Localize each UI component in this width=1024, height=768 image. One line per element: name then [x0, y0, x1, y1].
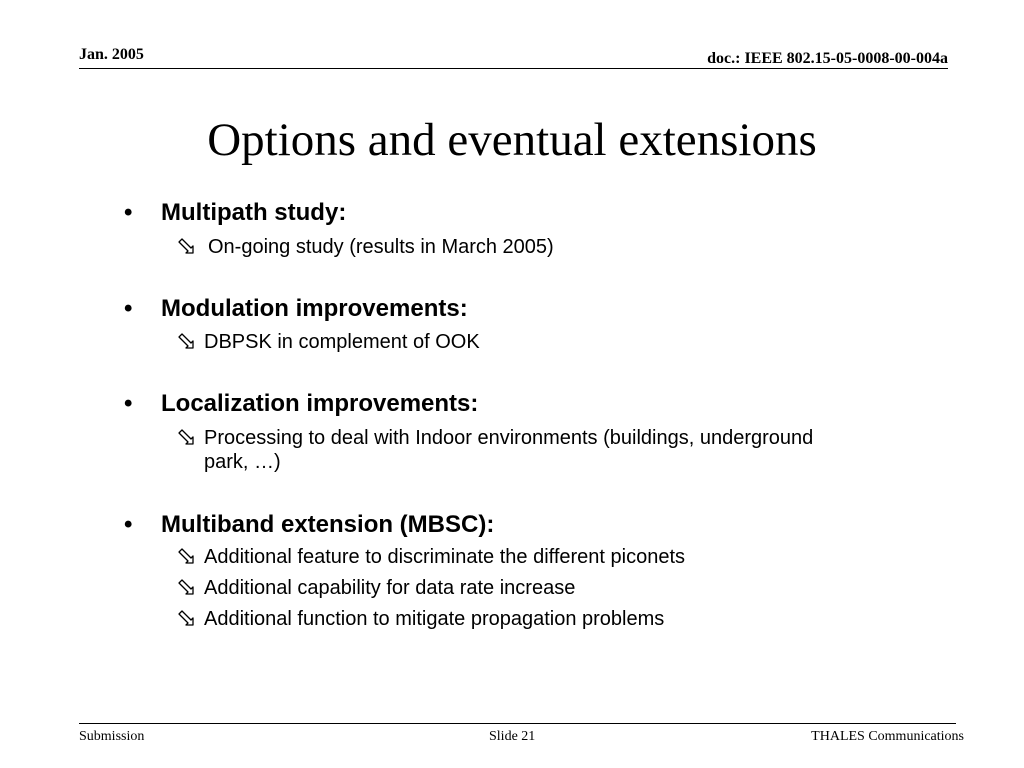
footer-divider: [79, 723, 956, 724]
hollow-arrow-icon: [177, 330, 197, 354]
footer-organization: THALES Communications: [811, 729, 964, 744]
hollow-arrow-icon: [177, 235, 197, 259]
bullet-heading: Multipath study:: [161, 199, 347, 226]
header-date: Jan. 2005: [79, 46, 144, 63]
sub-bullet-text: Processing to deal with Indoor environments (buildings, underground park, …): [204, 427, 814, 473]
bullet-heading: Modulation improvements:: [161, 295, 468, 322]
hollow-arrow-icon: [177, 607, 197, 631]
hollow-arrow-icon: [177, 545, 197, 569]
slide-title: Options and eventual extensions: [207, 114, 817, 166]
bullet-heading: Localization improvements:: [161, 390, 479, 417]
bullet-heading: Multiband extension (MBSC):: [161, 511, 495, 538]
sub-bullet-text: Additional function to mitigate propagation problems: [204, 608, 665, 630]
header-doc-id: doc.: IEEE 802.15-05-0008-00-004a: [707, 50, 948, 67]
sub-bullet-text: Additional feature to discriminate the different piconets: [204, 546, 686, 568]
footer-slide-number: Slide 21: [489, 729, 536, 744]
sub-bullet-text: DBPSK in complement of OOK: [204, 331, 480, 353]
sub-bullet-text: On-going study (results in March 2005): [208, 236, 554, 258]
footer-submission: Submission: [79, 729, 145, 744]
hollow-arrow-icon: [177, 426, 197, 450]
bullet-dot-icon: •: [124, 511, 133, 538]
bullet-dot-icon: •: [124, 390, 133, 417]
bullet-dot-icon: •: [124, 295, 133, 322]
sub-bullet-text: Additional capability for data rate increase: [204, 577, 576, 599]
hollow-arrow-icon: [177, 576, 197, 600]
bullet-dot-icon: •: [124, 199, 133, 226]
